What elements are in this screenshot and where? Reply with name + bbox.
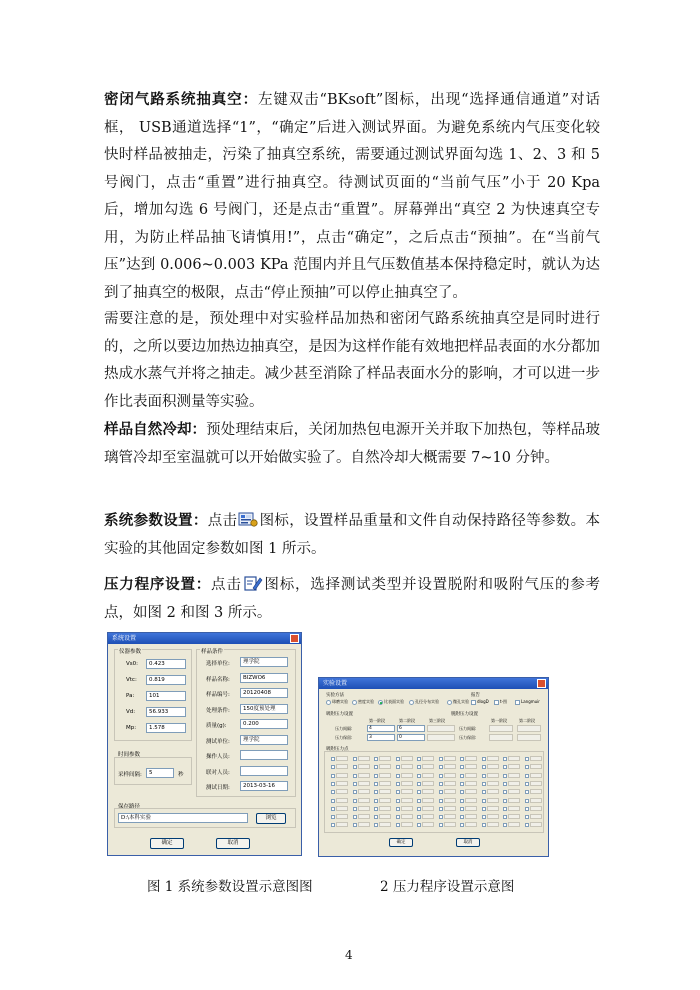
adsorb-time-input[interactable] (517, 734, 541, 741)
save-path-input[interactable]: D:\本科实验 (118, 813, 248, 823)
pressure-point-checkbox[interactable] (417, 765, 421, 769)
pressure-point-checkbox[interactable] (439, 799, 443, 803)
sample-param-label: 选择单位: (206, 661, 230, 667)
pressure-point-input[interactable] (336, 798, 348, 803)
pressure-point-input[interactable] (358, 806, 370, 811)
pressure-point-checkbox[interactable] (417, 799, 421, 803)
pressure-point-checkbox[interactable] (439, 823, 443, 827)
close-icon[interactable] (537, 679, 546, 688)
heading-cooling: 样品自然冷却： (104, 421, 207, 438)
pressure-point-input[interactable] (465, 773, 477, 778)
pressure-point-input[interactable] (401, 814, 413, 819)
pressure-point-input[interactable] (401, 756, 413, 761)
sample-interval-unit: 秒 (178, 772, 184, 778)
pressure-point-checkbox[interactable] (460, 774, 464, 778)
pressure-point-input[interactable] (487, 806, 499, 811)
pressure-point-checkbox[interactable] (439, 790, 443, 794)
method-radio[interactable] (447, 700, 452, 705)
pressure-point-input[interactable] (401, 806, 413, 811)
desorb-time-input[interactable]: 0 (397, 734, 425, 741)
pressure-point-input[interactable] (508, 789, 520, 794)
ok-button[interactable]: 确定 (150, 838, 184, 849)
pressure-point-input[interactable] (336, 764, 348, 769)
dialog-title: 系统设置 (112, 635, 137, 642)
pressure-point-checkbox[interactable] (503, 799, 507, 803)
pressure-point-checkbox[interactable] (525, 790, 529, 794)
pressure-point-checkbox[interactable] (374, 799, 378, 803)
pressure-point-checkbox[interactable] (439, 765, 443, 769)
pressure-point-checkbox[interactable] (331, 774, 335, 778)
dialog-titlebar (108, 633, 301, 644)
method-group-label: 实验方法 (326, 693, 344, 698)
pressure-point-input[interactable] (358, 773, 370, 778)
pressure-point-checkbox[interactable] (331, 765, 335, 769)
pressure-point-checkbox[interactable] (417, 774, 421, 778)
row-label: 压力保留: (335, 735, 353, 740)
report-checkbox-label: dlogD (477, 699, 489, 704)
pressure-point-checkbox[interactable] (396, 782, 400, 786)
ok-button[interactable]: 确定 (389, 838, 413, 847)
pressure-point-input[interactable] (465, 806, 477, 811)
pressure-point-checkbox[interactable] (525, 757, 529, 761)
paragraph-pressure-program (104, 571, 600, 627)
figure-1-caption: 图 1 系统参数设置示意图图 (147, 879, 313, 895)
sample-param-label: 样品编号: (206, 692, 230, 698)
adsorb-amp-input[interactable] (517, 725, 541, 732)
column-header: 第一阶段 (491, 718, 507, 723)
pressure-point-input[interactable] (336, 756, 348, 761)
pressure-point-input[interactable] (444, 764, 456, 769)
pressure-point-checkbox[interactable] (439, 815, 443, 819)
pressure-point-input[interactable] (379, 789, 391, 794)
pressure-point-input[interactable] (530, 781, 542, 786)
pressure-point-input[interactable] (530, 814, 542, 819)
pressure-point-input[interactable] (422, 822, 434, 827)
pressure-point-checkbox[interactable] (374, 807, 378, 811)
method-radio-label: 微孔实验 (453, 699, 469, 704)
pressure-point-input[interactable] (487, 781, 499, 786)
instrument-param-input[interactable]: 0.423 (146, 659, 186, 669)
pressure-point-input[interactable] (487, 756, 499, 761)
instrument-param-label: Vtc: (126, 677, 137, 683)
edit-pen-icon (243, 575, 263, 592)
pressure-point-checkbox[interactable] (460, 799, 464, 803)
pressure-point-input[interactable] (422, 756, 434, 761)
pressure-point-checkbox[interactable] (331, 757, 335, 761)
sample-interval-input[interactable]: 5 (146, 768, 174, 778)
pressure-point-input[interactable] (336, 814, 348, 819)
sample-params-label: 样品条件 (201, 649, 224, 655)
report-checkbox-label: Langmuir (521, 699, 540, 704)
pressure-point-checkbox[interactable] (482, 807, 486, 811)
instrument-param-input[interactable]: 0.819 (146, 675, 186, 685)
desorb-amp-input[interactable]: 6 (397, 725, 425, 732)
sample-param-input[interactable]: 20120408 (240, 688, 288, 698)
pressure-point-checkbox[interactable] (396, 823, 400, 827)
pressure-point-input[interactable] (530, 764, 542, 769)
pressure-point-input[interactable] (465, 756, 477, 761)
pressure-point-checkbox[interactable] (460, 823, 464, 827)
column-header: 第二阶段 (399, 718, 415, 723)
pressure-point-input[interactable] (487, 798, 499, 803)
paragraph-note-text: 需要注意的是，预处理中对实验样品加热和密闭气路系统抽真空是同时进行的，之所以要边加热边抽真空，是因为这样作能有效地把样品表面的水分都加热成水蒸气并将之抽走。减少甚至消除了样品表面水分的影响，才可以进一步作比表面积测量等实验。 (104, 311, 600, 410)
sample-param-input[interactable]: BIZWO6 (240, 673, 288, 683)
report-checkbox[interactable] (471, 700, 476, 705)
pressure-point-checkbox[interactable] (396, 815, 400, 819)
pressure-point-checkbox[interactable] (396, 774, 400, 778)
pressure-point-input[interactable] (422, 764, 434, 769)
report-checkbox-label: t-图 (500, 699, 508, 704)
sample-param-label: 操作人员: (206, 754, 230, 760)
pressure-point-input[interactable] (422, 806, 434, 811)
sample-param-input[interactable] (240, 766, 288, 776)
paragraph-vacuum (104, 86, 600, 307)
pressure-point-input[interactable] (336, 773, 348, 778)
settings-toolbar-icon (238, 511, 258, 528)
experiment-settings-dialog (318, 677, 549, 857)
instrument-param-input[interactable]: 101 (146, 691, 186, 701)
method-radio-label: 球磨实验 (332, 699, 348, 704)
cancel-button[interactable]: 取消 (216, 838, 250, 849)
paragraph-pressure-program-pre: 点击 (211, 577, 242, 593)
pressure-point-input[interactable] (422, 798, 434, 803)
sample-param-label: 测试日期: (206, 785, 230, 791)
pressure-point-checkbox[interactable] (331, 807, 335, 811)
method-radio[interactable] (326, 700, 331, 705)
pressure-point-checkbox[interactable] (374, 757, 378, 761)
pressure-point-input[interactable] (336, 806, 348, 811)
paragraph-cooling-text: 预处理结束后，关闭加热包电源开关并取下加热包，等样品玻璃管冷却至室温就可以开始做实验了。自然冷却大概需要 7~10 分钟。 (104, 422, 601, 466)
method-radio-label: 孔径分布实验 (415, 699, 439, 704)
pressure-point-input[interactable] (379, 814, 391, 819)
pressure-point-checkbox[interactable] (439, 774, 443, 778)
pressure-point-checkbox[interactable] (525, 823, 529, 827)
pressure-point-input[interactable] (358, 781, 370, 786)
pressure-point-input[interactable] (358, 814, 370, 819)
pressure-point-checkbox[interactable] (331, 823, 335, 827)
paragraph-pressure-program-post: 图标，选择测试类型并设置脱附和吸附气压的参考点，如图 2 和图 3 所示。 (104, 577, 601, 621)
pressure-point-checkbox[interactable] (482, 815, 486, 819)
dialog2-titlebar (319, 678, 548, 689)
pressure-point-input[interactable] (379, 756, 391, 761)
sample-param-label: 测试单位: (206, 738, 230, 745)
pressure-point-checkbox[interactable] (374, 782, 378, 786)
system-settings-dialog (107, 632, 302, 856)
pressure-point-checkbox[interactable] (503, 807, 507, 811)
pressure-point-checkbox[interactable] (396, 790, 400, 794)
pressure-point-checkbox[interactable] (331, 815, 335, 819)
pressure-point-input[interactable] (487, 789, 499, 794)
save-path-label: 保存路径 (118, 804, 141, 810)
pressure-point-input[interactable] (508, 764, 520, 769)
pressure-point-checkbox[interactable] (396, 765, 400, 769)
sample-param-input[interactable]: 理学院 (240, 657, 288, 667)
pressure-point-input[interactable] (358, 822, 370, 827)
pressure-point-checkbox[interactable] (460, 790, 464, 794)
method-radio-label: 密度实验 (358, 699, 374, 704)
pressure-point-checkbox[interactable] (482, 799, 486, 803)
pressure-point-input[interactable] (508, 806, 520, 811)
pressure-point-checkbox[interactable] (331, 799, 335, 803)
pressure-point-input[interactable] (444, 789, 456, 794)
pressure-point-input[interactable] (401, 781, 413, 786)
desorb-amp-input[interactable] (427, 725, 455, 732)
paragraph-system-params-post: 图标，设置样品重量和文件自动保持路径等参数。本实验的其他固定参数如图 1 所示。 (104, 513, 600, 557)
pressure-point-checkbox[interactable] (482, 790, 486, 794)
pressure-point-input[interactable] (530, 822, 542, 827)
method-radio[interactable] (352, 700, 357, 705)
pressure-point-input[interactable] (444, 781, 456, 786)
pressure-point-checkbox[interactable] (482, 757, 486, 761)
pressure-point-checkbox[interactable] (460, 757, 464, 761)
instrument-param-label: Pa: (126, 693, 135, 699)
sample-interval-label: 采样间隔: (118, 772, 142, 778)
pressure-point-input[interactable] (487, 814, 499, 819)
pressure-point-input[interactable] (508, 781, 520, 786)
pressure-point-input[interactable] (401, 764, 413, 769)
pressure-point-checkbox[interactable] (482, 823, 486, 827)
method-radio-label: 比表面实验 (384, 699, 404, 704)
pressure-point-input[interactable] (508, 822, 520, 827)
method-radio[interactable] (409, 700, 414, 705)
pressure-point-input[interactable] (379, 806, 391, 811)
pressure-point-input[interactable] (530, 806, 542, 811)
pressure-point-input[interactable] (487, 773, 499, 778)
pressure-point-checkbox[interactable] (439, 782, 443, 786)
paragraph-system-params-pre: 点击 (207, 513, 238, 529)
pressure-point-input[interactable] (401, 773, 413, 778)
pressure-point-input[interactable] (422, 789, 434, 794)
pressure-point-checkbox[interactable] (503, 757, 507, 761)
pressure-point-input[interactable] (422, 814, 434, 819)
sample-param-label: 联对人员: (206, 769, 230, 776)
pressure-point-checkbox[interactable] (417, 807, 421, 811)
instrument-param-input[interactable]: 56.933 (146, 707, 186, 717)
time-params-label: 时间参数 (118, 752, 141, 758)
pressure-point-checkbox[interactable] (439, 807, 443, 811)
pressure-point-input[interactable] (379, 764, 391, 769)
pressure-point-checkbox[interactable] (396, 757, 400, 761)
pressure-point-checkbox[interactable] (482, 782, 486, 786)
dialog2-title: 实验设置 (323, 680, 348, 687)
pressure-point-input[interactable] (358, 798, 370, 803)
pressure-point-input[interactable] (530, 789, 542, 794)
row-label: 压力保留: (459, 735, 477, 740)
pressure-point-input[interactable] (358, 756, 370, 761)
sample-param-input[interactable]: 150度预处理 (240, 704, 288, 714)
pressure-point-checkbox[interactable] (503, 815, 507, 819)
page-number: 4 (345, 948, 353, 962)
pressure-point-input[interactable] (465, 798, 477, 803)
close-icon[interactable] (290, 634, 299, 643)
pressure-point-checkbox[interactable] (525, 782, 529, 786)
sample-param-input[interactable]: 0.200 (240, 719, 288, 729)
pressure-point-input[interactable] (336, 789, 348, 794)
points-group-label: 吸附压力点 (326, 747, 349, 752)
pressure-point-checkbox[interactable] (353, 765, 357, 769)
pressure-point-checkbox[interactable] (460, 807, 464, 811)
pressure-point-checkbox[interactable] (417, 823, 421, 827)
pressure-point-checkbox[interactable] (503, 774, 507, 778)
pressure-point-checkbox[interactable] (374, 815, 378, 819)
pressure-point-checkbox[interactable] (353, 757, 357, 761)
pressure-point-checkbox[interactable] (331, 790, 335, 794)
pressure-point-input[interactable] (444, 798, 456, 803)
pressure-point-checkbox[interactable] (439, 757, 443, 761)
adsorb-time-input[interactable] (489, 734, 513, 741)
pressure-point-checkbox[interactable] (396, 807, 400, 811)
pressure-point-input[interactable] (422, 781, 434, 786)
instrument-param-label: Mp: (126, 725, 137, 731)
desorb-group-label: 吸附压力设置 (326, 712, 353, 717)
pressure-point-checkbox[interactable] (374, 774, 378, 778)
column-header: 第三阶段 (429, 718, 445, 723)
pressure-point-input[interactable] (444, 806, 456, 811)
pressure-point-checkbox[interactable] (374, 765, 378, 769)
pressure-point-checkbox[interactable] (374, 790, 378, 794)
pressure-point-checkbox[interactable] (525, 799, 529, 803)
paragraph-cooling (104, 416, 600, 472)
pressure-point-input[interactable] (422, 773, 434, 778)
pressure-point-checkbox[interactable] (396, 799, 400, 803)
instrument-param-input[interactable]: 1.578 (146, 723, 186, 733)
pressure-point-checkbox[interactable] (525, 815, 529, 819)
report-checkbox[interactable] (515, 700, 520, 705)
pressure-point-checkbox[interactable] (525, 774, 529, 778)
pressure-point-checkbox[interactable] (503, 765, 507, 769)
heading-system-params: 系统参数设置： (104, 512, 208, 529)
pressure-point-checkbox[interactable] (353, 823, 357, 827)
pressure-point-input[interactable] (401, 798, 413, 803)
pressure-point-input[interactable] (465, 764, 477, 769)
pressure-point-input[interactable] (530, 756, 542, 761)
pressure-point-checkbox[interactable] (353, 782, 357, 786)
sample-param-input[interactable]: 理学院 (240, 735, 288, 745)
pressure-point-checkbox[interactable] (353, 815, 357, 819)
pressure-point-input[interactable] (508, 756, 520, 761)
heading-vacuum: 密闭气路系统抽真空： (104, 91, 258, 108)
pressure-point-checkbox[interactable] (482, 765, 486, 769)
pressure-point-input[interactable] (358, 789, 370, 794)
pressure-point-input[interactable] (508, 773, 520, 778)
pressure-point-input[interactable] (379, 781, 391, 786)
pressure-point-checkbox[interactable] (482, 774, 486, 778)
figure-2-caption: 2 压力程序设置示意图 (380, 879, 515, 895)
method-radio[interactable] (378, 700, 383, 705)
pressure-point-checkbox[interactable] (374, 823, 378, 827)
pressure-point-input[interactable] (444, 822, 456, 827)
column-header: 第一阶段 (369, 718, 385, 723)
pressure-point-checkbox[interactable] (503, 823, 507, 827)
pressure-point-checkbox[interactable] (417, 815, 421, 819)
report-checkbox[interactable] (494, 700, 499, 705)
pressure-point-input[interactable] (487, 764, 499, 769)
pressure-point-input[interactable] (465, 781, 477, 786)
paragraph-vacuum-text: 左键双击“BKsoft”图标，出现“选择通信通道”对话框， USB通道选择“1”，“确定”后进入测试界面。为避免系统内气压变化较快时样品被抽走，污染了抽真空系统，需要通过测试界面勾选 1、2、3 和 5 号阀门，点击“重置”进行抽真空。待测试页面的“当前气压”小于 20 Kpa 后，增加勾选 6 号阀门，还是点击“重置”。屏幕弹出“真空 2 为快速真空专用，为防止样品抽飞请慎用!”，点击“确定”，之后点击“预抽”。在“当前气压”达到 0.006~0.003 KPa 范围内并且气压数值基本保持稳定时，就认为达到了抽真空的极限，点击“停止预抽”可以停止抽真空了。 (104, 92, 600, 301)
cancel-button[interactable]: 取消 (456, 838, 480, 847)
pressure-point-input[interactable] (465, 822, 477, 827)
pressure-point-checkbox[interactable] (353, 774, 357, 778)
pressure-point-input[interactable] (358, 764, 370, 769)
column-header: 第二阶段 (519, 718, 535, 723)
browse-button[interactable]: 浏览 (256, 813, 286, 824)
instrument-params-label: 仪器参数 (119, 649, 142, 655)
pressure-point-input[interactable] (487, 822, 499, 827)
pressure-point-input[interactable] (401, 822, 413, 827)
pressure-point-checkbox[interactable] (353, 799, 357, 803)
pressure-point-checkbox[interactable] (503, 782, 507, 786)
heading-pressure-program: 压力程序设置： (104, 576, 212, 593)
paragraph-system-params (104, 507, 600, 563)
pressure-point-checkbox[interactable] (417, 782, 421, 786)
pressure-point-input[interactable] (336, 781, 348, 786)
sample-param-label: 样品名称: (206, 676, 230, 683)
sample-param-input[interactable]: 2013-03-16 (240, 781, 288, 791)
report-group-label: 报告 (471, 693, 480, 698)
pressure-point-input[interactable] (379, 773, 391, 778)
pressure-point-input[interactable] (401, 789, 413, 794)
desorb-time-input[interactable]: 3 (367, 734, 395, 741)
pressure-point-input[interactable] (379, 798, 391, 803)
row-label: 压力间隔: (459, 726, 477, 731)
pressure-point-checkbox[interactable] (460, 815, 464, 819)
pressure-point-input[interactable] (508, 814, 520, 819)
pressure-point-input[interactable] (444, 773, 456, 778)
pressure-point-checkbox[interactable] (525, 765, 529, 769)
pressure-point-checkbox[interactable] (503, 790, 507, 794)
pressure-point-input[interactable] (336, 822, 348, 827)
pressure-point-input[interactable] (508, 798, 520, 803)
pressure-point-checkbox[interactable] (460, 765, 464, 769)
pressure-point-checkbox[interactable] (331, 782, 335, 786)
desorb-amp-input[interactable]: 4 (367, 725, 395, 732)
sample-param-input[interactable] (240, 750, 288, 760)
sample-param-label: 质量(g): (206, 723, 227, 729)
pressure-point-checkbox[interactable] (353, 790, 357, 794)
adsorb-amp-input[interactable] (489, 725, 513, 732)
pressure-point-checkbox[interactable] (460, 782, 464, 786)
instrument-param-label: Vs0: (126, 661, 138, 667)
sample-param-label: 处理条件: (206, 707, 230, 714)
paragraph-note (104, 306, 600, 416)
pressure-point-input[interactable] (465, 789, 477, 794)
row-label: 压力间隔: (335, 726, 353, 731)
pressure-point-input[interactable] (530, 798, 542, 803)
instrument-param-label: Vd: (126, 709, 136, 715)
pressure-point-checkbox[interactable] (417, 757, 421, 761)
pressure-point-input[interactable] (465, 814, 477, 819)
pressure-point-input[interactable] (444, 814, 456, 819)
pressure-point-input[interactable] (530, 773, 542, 778)
adsorb-group-label: 脱附压力设置 (451, 712, 478, 717)
pressure-point-checkbox[interactable] (417, 790, 421, 794)
pressure-point-input[interactable] (379, 822, 391, 827)
desorb-time-input[interactable] (427, 734, 455, 741)
pressure-point-input[interactable] (444, 756, 456, 761)
pressure-point-checkbox[interactable] (353, 807, 357, 811)
pressure-point-checkbox[interactable] (525, 807, 529, 811)
